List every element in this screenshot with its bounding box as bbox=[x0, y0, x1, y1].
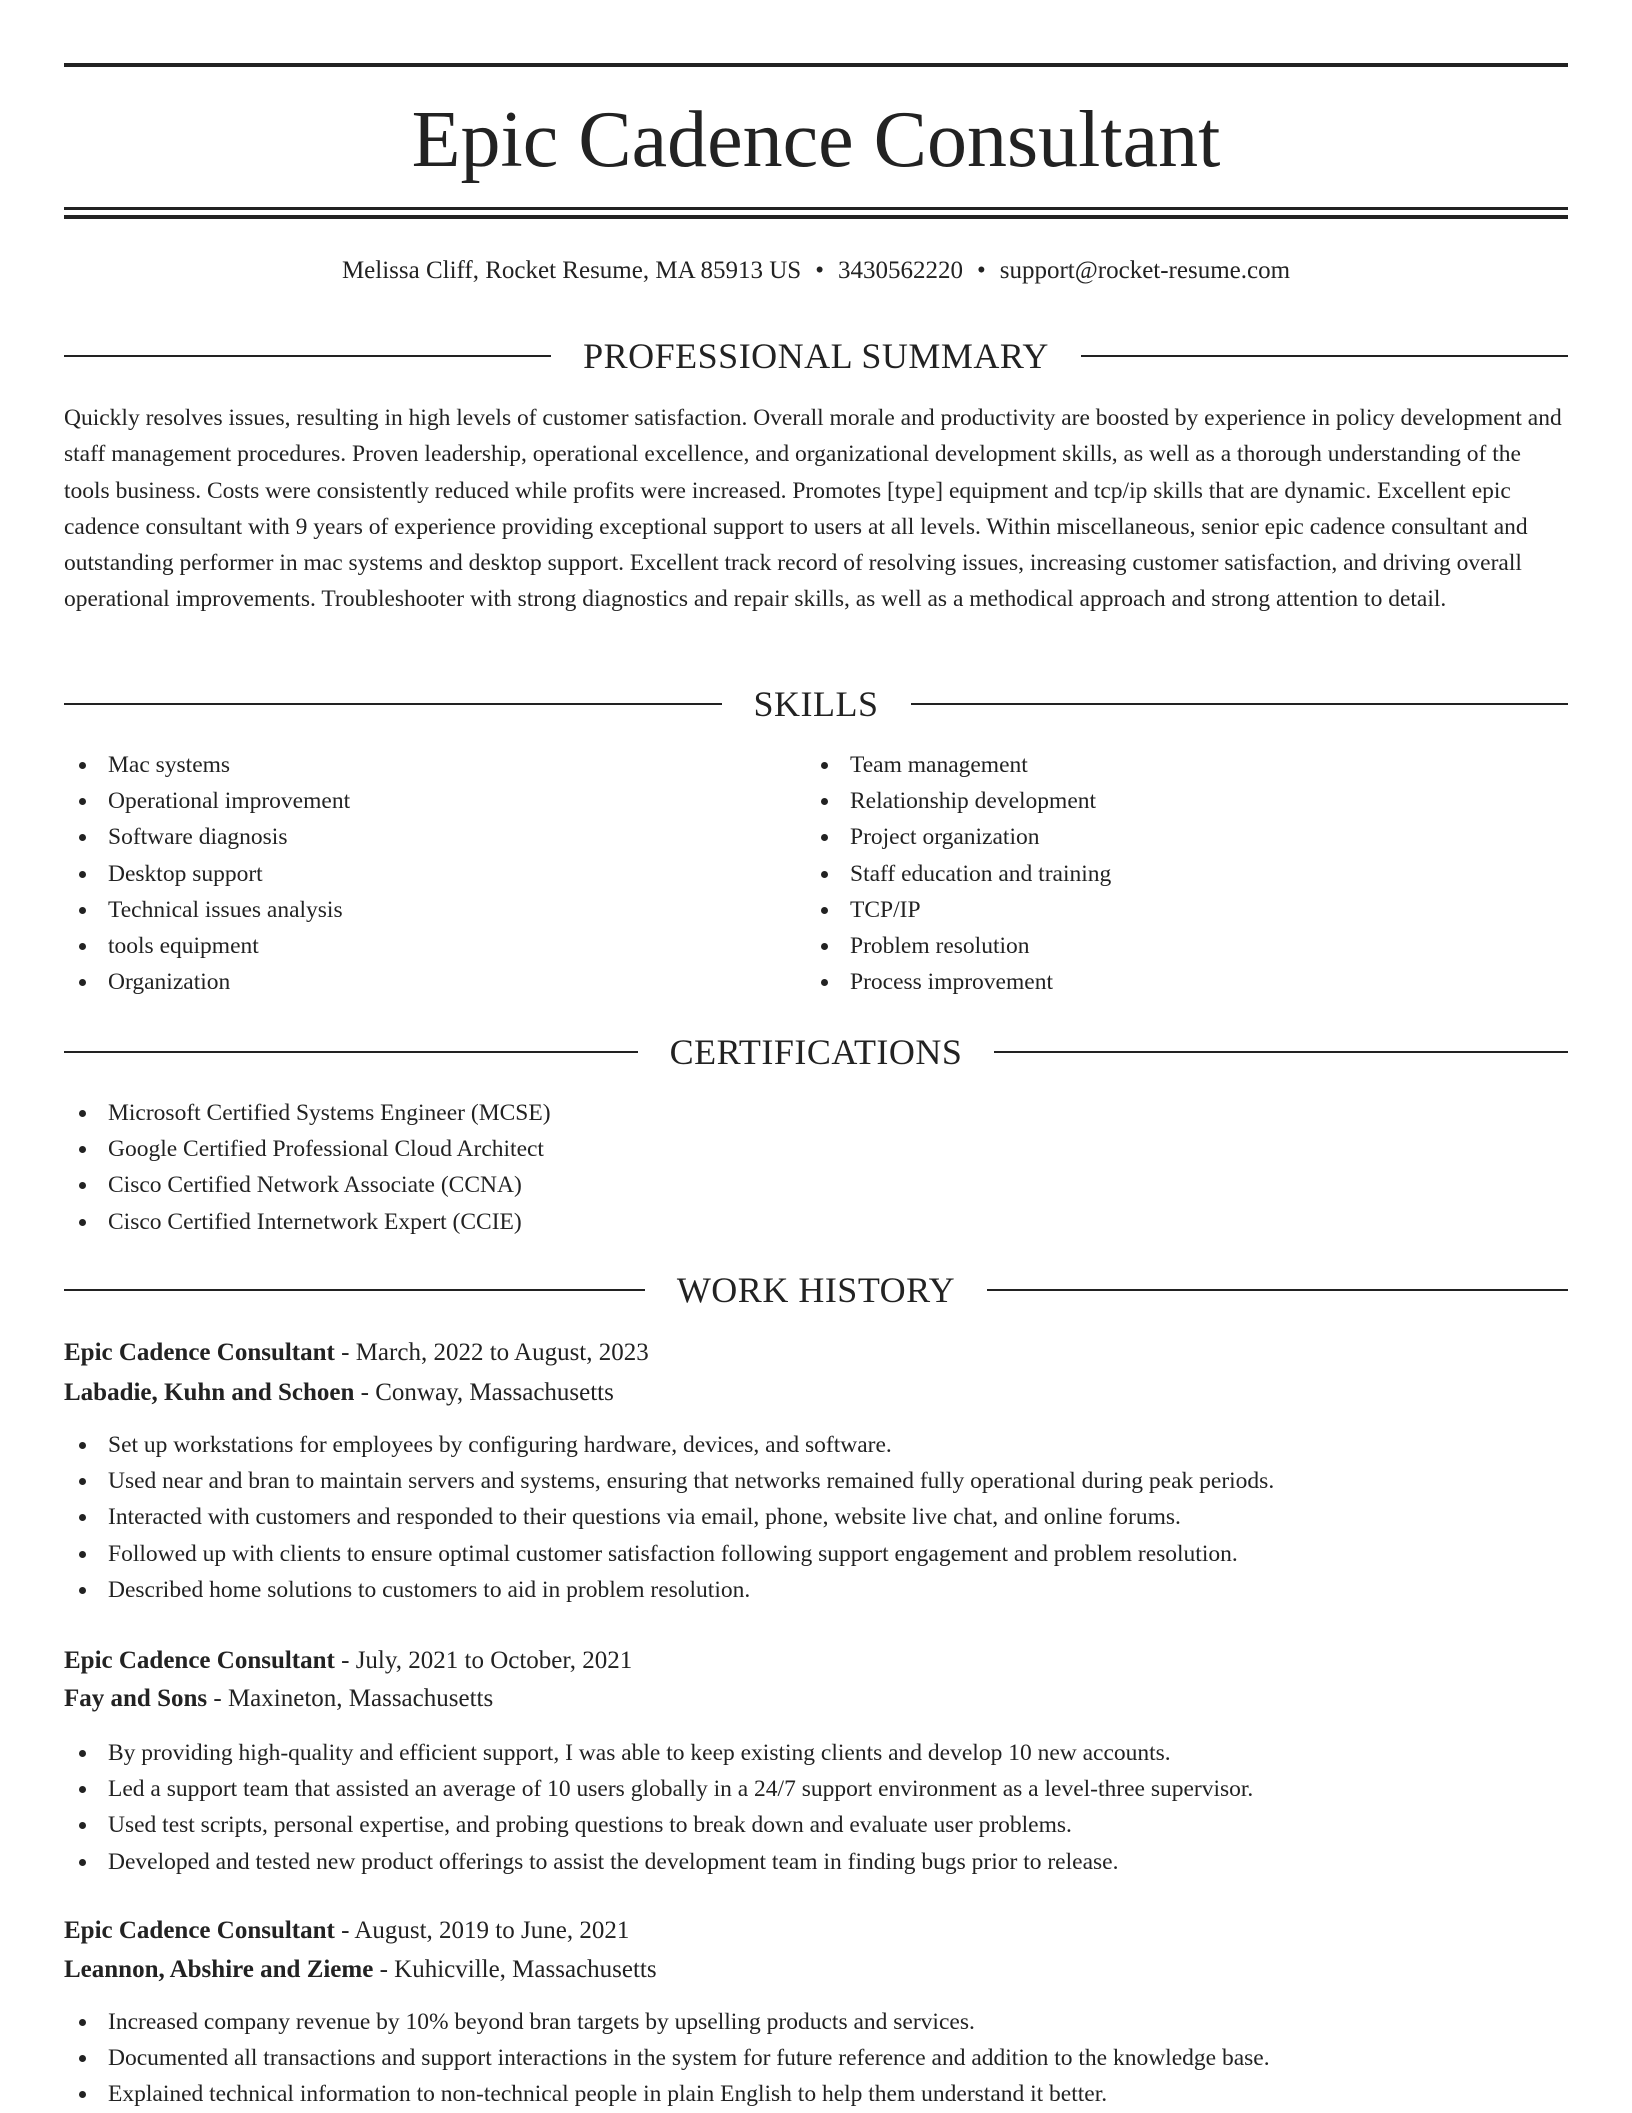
certification-item: Cisco Certified Network Associate (CCNA) bbox=[64, 1167, 1568, 1203]
job-company-line bbox=[64, 1374, 1568, 1412]
skill-item: Mac systems bbox=[64, 747, 804, 783]
job-title-line bbox=[64, 1912, 1568, 1950]
certifications-list bbox=[64, 1095, 1568, 1240]
skill-item: Software diagnosis bbox=[64, 819, 804, 855]
job-company: Labadie, Kuhn and Schoen bbox=[64, 1379, 355, 1406]
job-bullet: Developed and tested new product offerings to assist the development team in finding bugs prior to release. bbox=[64, 1844, 1568, 1880]
heading-rule-right bbox=[994, 1051, 1568, 1053]
skill-item: Project organization bbox=[806, 819, 1546, 855]
work-history-heading bbox=[64, 1268, 1568, 1312]
job-bullet: Led a support team that assisted an average of 10 users globally in a 24/7 support environment as a level-three supervisor. bbox=[64, 1771, 1568, 1807]
job-location: - Conway, Massachusetts bbox=[354, 1379, 614, 1406]
contact-separator: • bbox=[976, 257, 986, 284]
job-bullet: Explained technical information to non-technical people in plain English to help them understand it better. bbox=[64, 2076, 1568, 2112]
skill-item: tools equipment bbox=[64, 928, 804, 964]
job-bullet: Set up workstations for employees by configuring hardware, devices, and software. bbox=[64, 1427, 1568, 1463]
job-bullet: Interacted with customers and responded to their questions via email, phone, website live chat, and online forums. bbox=[64, 1499, 1568, 1535]
skill-item: Problem resolution bbox=[806, 928, 1546, 964]
job-dates: - August, 2019 to June, 2021 bbox=[334, 1917, 630, 1944]
skills-title: SKILLS bbox=[753, 684, 879, 724]
job-bullet: By providing high-quality and efficient support, I was able to keep existing clients and develop 10 new accounts. bbox=[64, 1735, 1568, 1771]
job-bullet-list bbox=[64, 1735, 1568, 1880]
skills-list-right bbox=[806, 747, 1546, 1000]
skill-item: Operational improvement bbox=[64, 783, 804, 819]
heading-rule-left bbox=[64, 355, 551, 357]
certifications-heading bbox=[64, 1030, 1568, 1074]
summary-title: PROFESSIONAL SUMMARY bbox=[583, 336, 1049, 376]
header-divider-upper bbox=[64, 207, 1568, 210]
skill-item: Organization bbox=[64, 964, 804, 1000]
summary-heading bbox=[64, 334, 1568, 378]
heading-rule-left bbox=[64, 1289, 645, 1291]
top-rule bbox=[64, 63, 1568, 67]
job-dates: - March, 2022 to August, 2023 bbox=[334, 1339, 649, 1366]
heading-rule-left bbox=[64, 1051, 638, 1053]
job-bullet: Used test scripts, personal expertise, and probing questions to break down and evaluate user problems. bbox=[64, 1807, 1568, 1843]
certification-item: Cisco Certified Internetwork Expert (CCIE) bbox=[64, 1204, 1568, 1240]
contact-separator: • bbox=[815, 257, 824, 284]
heading-rule-right bbox=[1081, 355, 1568, 357]
skill-item: Team management bbox=[806, 747, 1546, 783]
job-bullet: Documented all transactions and support interactions in the system for future reference and addition to the knowledge base. bbox=[64, 2040, 1568, 2076]
job-company-line bbox=[64, 1680, 1568, 1718]
contact-line bbox=[64, 253, 1568, 289]
job-title: Epic Cadence Consultant bbox=[64, 1647, 335, 1674]
certification-item: Google Certified Professional Cloud Architect bbox=[64, 1131, 1568, 1167]
skills-list-left bbox=[64, 747, 804, 1000]
header-divider-lower bbox=[64, 215, 1568, 219]
job-company: Leannon, Abshire and Zieme bbox=[64, 1956, 374, 1983]
contact-email: support@rocket-resume.com bbox=[999, 257, 1291, 284]
job-title-line bbox=[64, 1642, 1568, 1680]
job-location: - Maxineton, Massachusetts bbox=[207, 1685, 494, 1712]
heading-rule-right bbox=[911, 703, 1569, 705]
job-company: Fay and Sons bbox=[64, 1685, 208, 1712]
skills-heading bbox=[64, 682, 1568, 726]
heading-rule-right bbox=[987, 1289, 1568, 1291]
job-title: Epic Cadence Consultant bbox=[64, 1917, 335, 1944]
certifications-title: CERTIFICATIONS bbox=[669, 1032, 963, 1072]
skill-item: Process improvement bbox=[806, 964, 1546, 1000]
job-bullet: Described home solutions to customers to aid in problem resolution. bbox=[64, 1572, 1568, 1608]
job-bullet: Increased company revenue by 10% beyond bran targets by upselling products and services. bbox=[64, 2004, 1568, 2040]
candidate-name: Epic Cadence Consultant bbox=[411, 96, 1221, 184]
job-title: Epic Cadence Consultant bbox=[64, 1339, 335, 1366]
skill-item: Technical issues analysis bbox=[64, 892, 804, 928]
contact-address: Melissa Cliff, Rocket Resume, MA 85913 US bbox=[341, 257, 802, 284]
heading-rule-left bbox=[64, 703, 722, 705]
skill-item: Desktop support bbox=[64, 856, 804, 892]
skill-item: Staff education and training bbox=[806, 856, 1546, 892]
work-history-title: WORK HISTORY bbox=[676, 1270, 956, 1310]
job-location: - Kuhicville, Massachusetts bbox=[373, 1956, 657, 1983]
contact-phone: 3430562220 bbox=[837, 257, 963, 284]
job-title-line bbox=[64, 1334, 1568, 1372]
job-company-line bbox=[64, 1951, 1568, 1989]
skill-item: Relationship development bbox=[806, 783, 1546, 819]
job-bullet: Used near and bran to maintain servers and systems, ensuring that networks remained fully operational during peak periods. bbox=[64, 1463, 1568, 1499]
job-dates: - July, 2021 to October, 2021 bbox=[334, 1647, 633, 1674]
job-bullet-list bbox=[64, 1427, 1568, 1608]
job-bullet: Followed up with clients to ensure optimal customer satisfaction following support engagement and problem resolution. bbox=[64, 1536, 1568, 1572]
skill-item: TCP/IP bbox=[806, 892, 1546, 928]
certification-item: Microsoft Certified Systems Engineer (MCSE) bbox=[64, 1095, 1568, 1131]
summary-text: Quickly resolves issues, resulting in high levels of customer satisfaction. Overall morale and productivity are boosted by experience in policy development and staff management procedures. Proven leadership, operational excellence, and organizational development skills, as well as a thorough understanding of the tools business. Costs were consistently reduced while profits were increased. Promotes [type] equipment and tcp/ip skills that are dynamic. Excellent epic cadence consultant with 9 years of experience providing exceptional support to users at all levels. Within miscellaneous, senior epic cadence consultant and outstanding performer in mac systems and desktop support. Excellent track record of resolving issues, increasing customer satisfaction, and driving overall operational improvements. Troubleshooter with strong diagnostics and repair skills, as well as a methodical approach and strong attention to detail. bbox=[64, 405, 1562, 613]
job-bullet-list bbox=[64, 2004, 1568, 2113]
